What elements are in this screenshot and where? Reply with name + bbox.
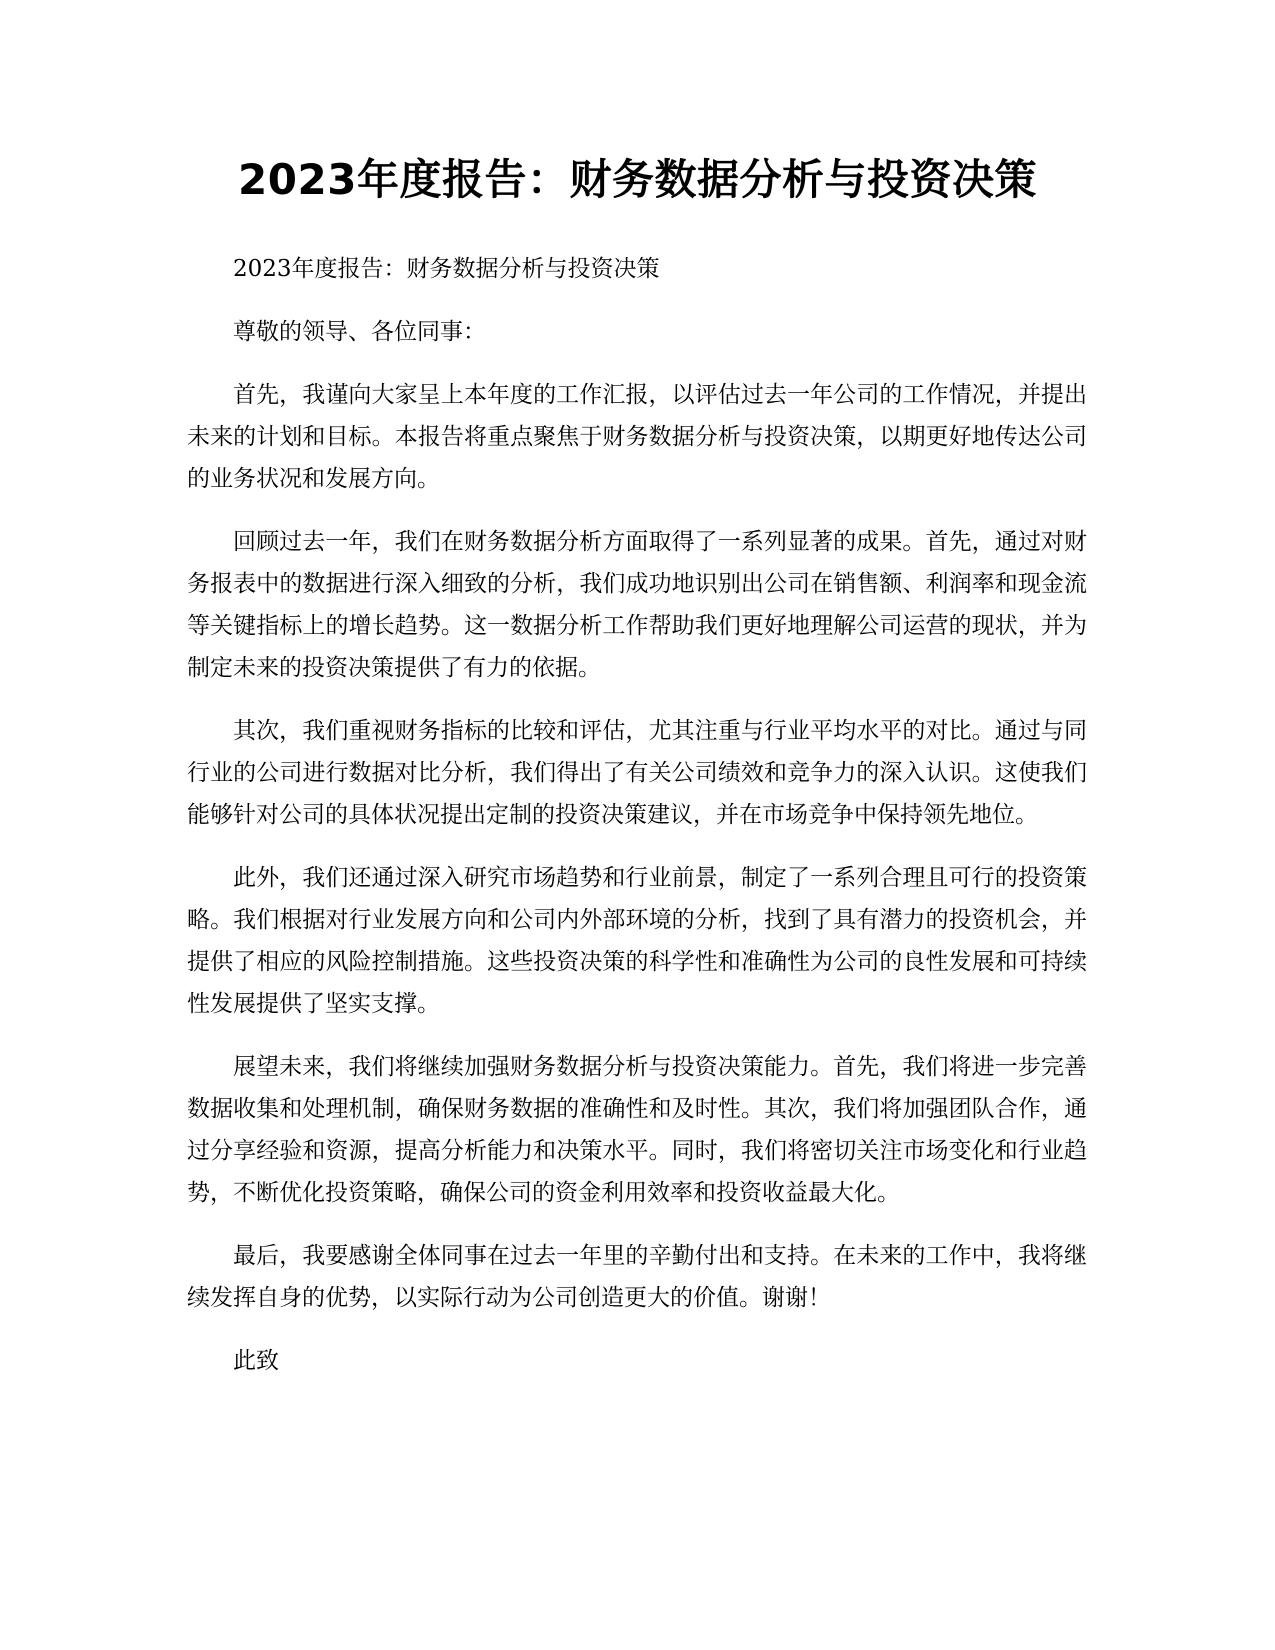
paragraph-comparison: 其次，我们重视财务指标的比较和评估，尤其注重与行业平均水平的对比。通过与同行业的公司进行数据对比分析，我们得出了有关公司绩效和竞争力的深入认识。这使我们能够针对公司的具体状况提出定制的投资决策建议，并在市场竞争中保持领先地位。 [187,718,1087,828]
document-title: 2023年度报告：财务数据分析与投资决策 [238,155,1037,204]
paragraph-subtitle: 2023年度报告：财务数据分析与投资决策 [233,256,660,282]
paragraph-closing: 此致 [233,1348,279,1374]
paragraph-introduction: 首先，我谨向大家呈上本年度的工作汇报，以评估过去一年公司的工作情况，并提出未来的计划和目标。本报告将重点聚焦于财务数据分析与投资决策，以期更好地传达公司的业务状况和发展方向。 [187,382,1087,492]
paragraph-salutation: 尊敬的领导、各位同事： [233,319,486,345]
paragraph-review: 回顾过去一年，我们在财务数据分析方面取得了一系列显著的成果。首先，通过对财务报表中的数据进行深入细致的分析，我们成功地识别出公司在销售额、利润率和现金流等关键指标上的增长趋势。这一数据分析工作帮助我们更好地理解公司运营的现状，并为制定未来的投资决策提供了有力的依据。 [187,529,1087,681]
paragraph-strategy: 此外，我们还通过深入研究市场趋势和行业前景，制定了一系列合理且可行的投资策略。我们根据对行业发展方向和公司内外部环境的分析，找到了具有潜力的投资机会，并提供了相应的风险控制措施。这些投资决策的科学性和准确性为公司的良性发展和可持续性发展提供了坚实支撑。 [187,865,1087,1017]
paragraph-outlook: 展望未来，我们将继续加强财务数据分析与投资决策能力。首先，我们将进一步完善数据收集和处理机制，确保财务数据的准确性和及时性。其次，我们将加强团队合作，通过分享经验和资源，提高分析能力和决策水平。同时，我们将密切关注市场变化和行业趋势，不断优化投资策略，确保公司的资金利用效率和投资收益最大化。 [187,1054,1087,1206]
paragraph-thanks: 最后，我要感谢全体同事在过去一年里的辛勤付出和支持。在未来的工作中，我将继续发挥自身的优势，以实际行动为公司创造更大的价值。谢谢！ [187,1243,1087,1311]
document-body [187,248,1087,1403]
